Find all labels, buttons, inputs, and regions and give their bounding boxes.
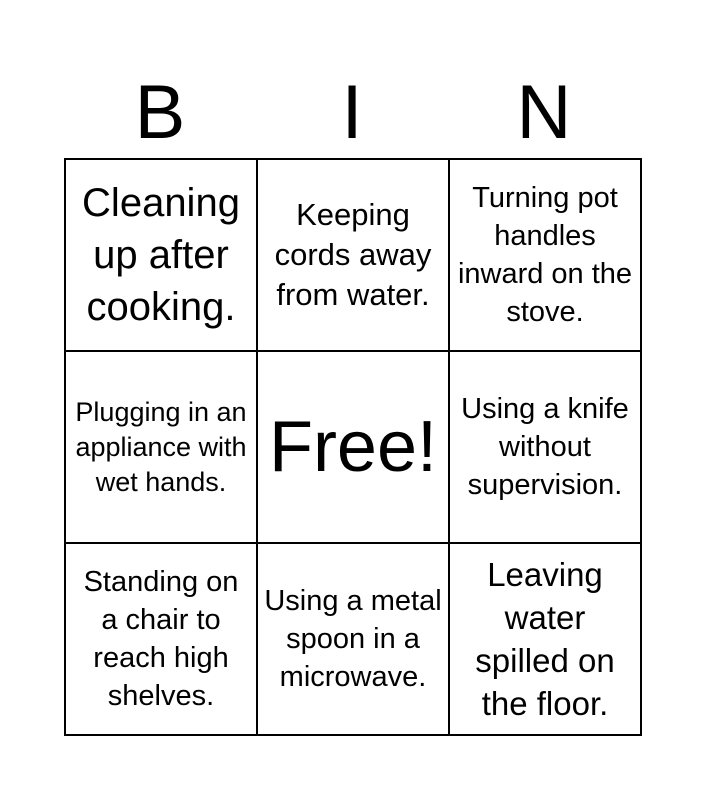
bingo-cell-text: Standing on a chair to reach high shelves. <box>83 566 239 712</box>
header-letter-b: B <box>134 70 186 155</box>
bingo-cell-3[interactable] <box>450 160 642 352</box>
header-letter-i: I <box>341 70 363 155</box>
bingo-cell-text: Keeping cords away from water. <box>274 197 432 312</box>
header-letter-n: N <box>516 70 572 155</box>
free-space-text: Free! <box>268 407 438 487</box>
bingo-cell-text: Using a metal spoon in a microwave. <box>264 585 442 693</box>
bingo-cell-4[interactable] <box>66 352 258 544</box>
bingo-cell-8[interactable] <box>258 544 450 736</box>
bingo-board <box>64 158 642 736</box>
bingo-cell-2[interactable] <box>258 160 450 352</box>
bingo-cell-free[interactable] <box>258 352 450 544</box>
bingo-cell-text: Leaving water spilled on the floor. <box>475 556 615 722</box>
bingo-cell-text: Plugging in an appliance with wet hands. <box>75 396 247 497</box>
bingo-cell-text: Cleaning up after cooking. <box>82 181 240 329</box>
bingo-cell-7[interactable] <box>66 544 258 736</box>
bingo-cell-9[interactable] <box>450 544 642 736</box>
bingo-cell-text: Turning pot handles inward on the stove. <box>457 182 633 328</box>
bingo-cell-text: Using a knife without supervision. <box>461 393 629 501</box>
bingo-cell-6[interactable] <box>450 352 642 544</box>
bingo-cell-1[interactable] <box>66 160 258 352</box>
bingo-header <box>64 70 640 156</box>
